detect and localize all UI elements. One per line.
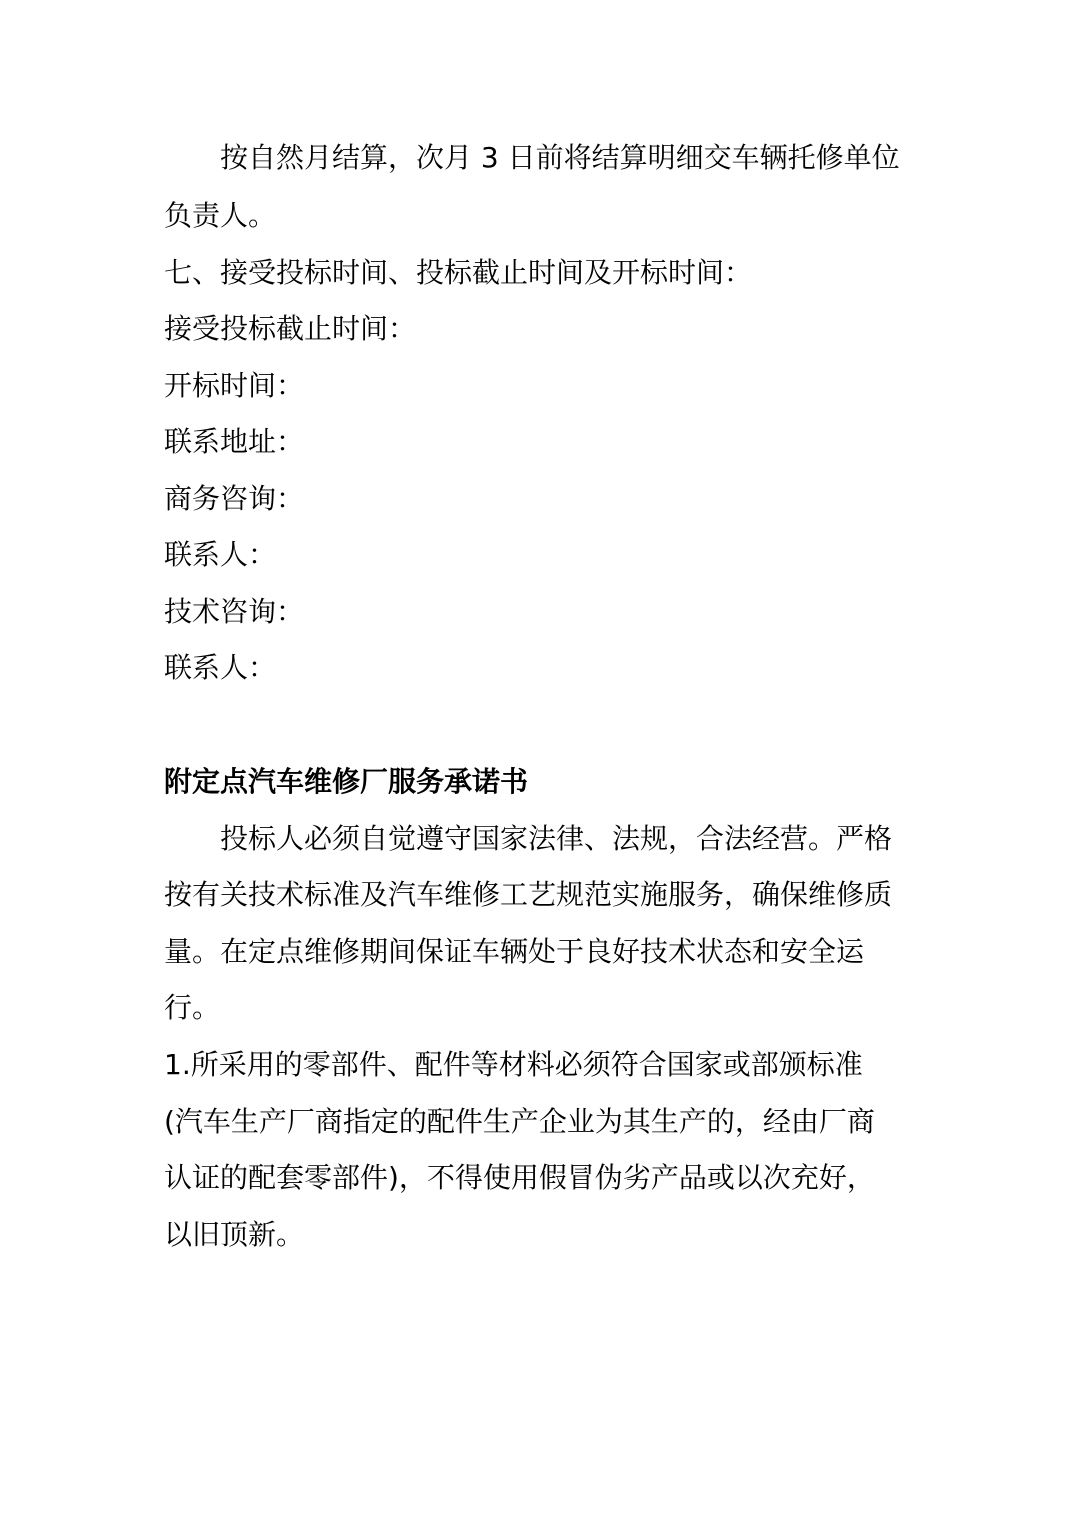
field-technical-inquiry: 技术咨询： (164, 595, 305, 628)
settlement-line-2: 负责人。 (164, 199, 277, 232)
settlement-line-1: 按自然月结算，次月 3 日前将结算明细交车辆托修单位 (220, 141, 900, 174)
appendix-title: 附定点汽车维修厂服务承诺书 (164, 765, 529, 798)
section-7-title: 七、接受投标时间、投标截止时间及开标时间： (164, 256, 753, 289)
item-1-line-3: 认证的配套零部件)，不得使用假冒伪劣产品或以次充好， (164, 1161, 875, 1194)
field-opening-time: 开标时间： (164, 369, 305, 402)
field-contact-address: 联系地址： (164, 425, 305, 458)
commitment-line-4: 行。 (164, 991, 221, 1024)
item-1-line-4: 以旧顶新。 (164, 1218, 305, 1251)
field-contact-person: 联系人： (164, 538, 277, 571)
field-contact-person-2: 联系人： (164, 651, 277, 684)
item-1-line-1: 1.所采用的零部件、配件等材料必须符合国家或部颁标准 (164, 1048, 863, 1081)
field-bid-deadline: 接受投标截止时间： (164, 312, 417, 345)
commitment-line-1: 投标人必须自觉遵守国家法律、法规，合法经营。严格 (220, 822, 893, 855)
commitment-line-2: 按有关技术标准及汽车维修工艺规范实施服务，确保维修质 (164, 878, 893, 911)
item-1-line-2: (汽车生产厂商指定的配件生产企业为其生产的，经由厂商 (164, 1105, 875, 1138)
field-business-inquiry: 商务咨询： (164, 482, 305, 515)
commitment-line-3: 量。在定点维修期间保证车辆处于良好技术状态和安全运 (164, 935, 865, 968)
